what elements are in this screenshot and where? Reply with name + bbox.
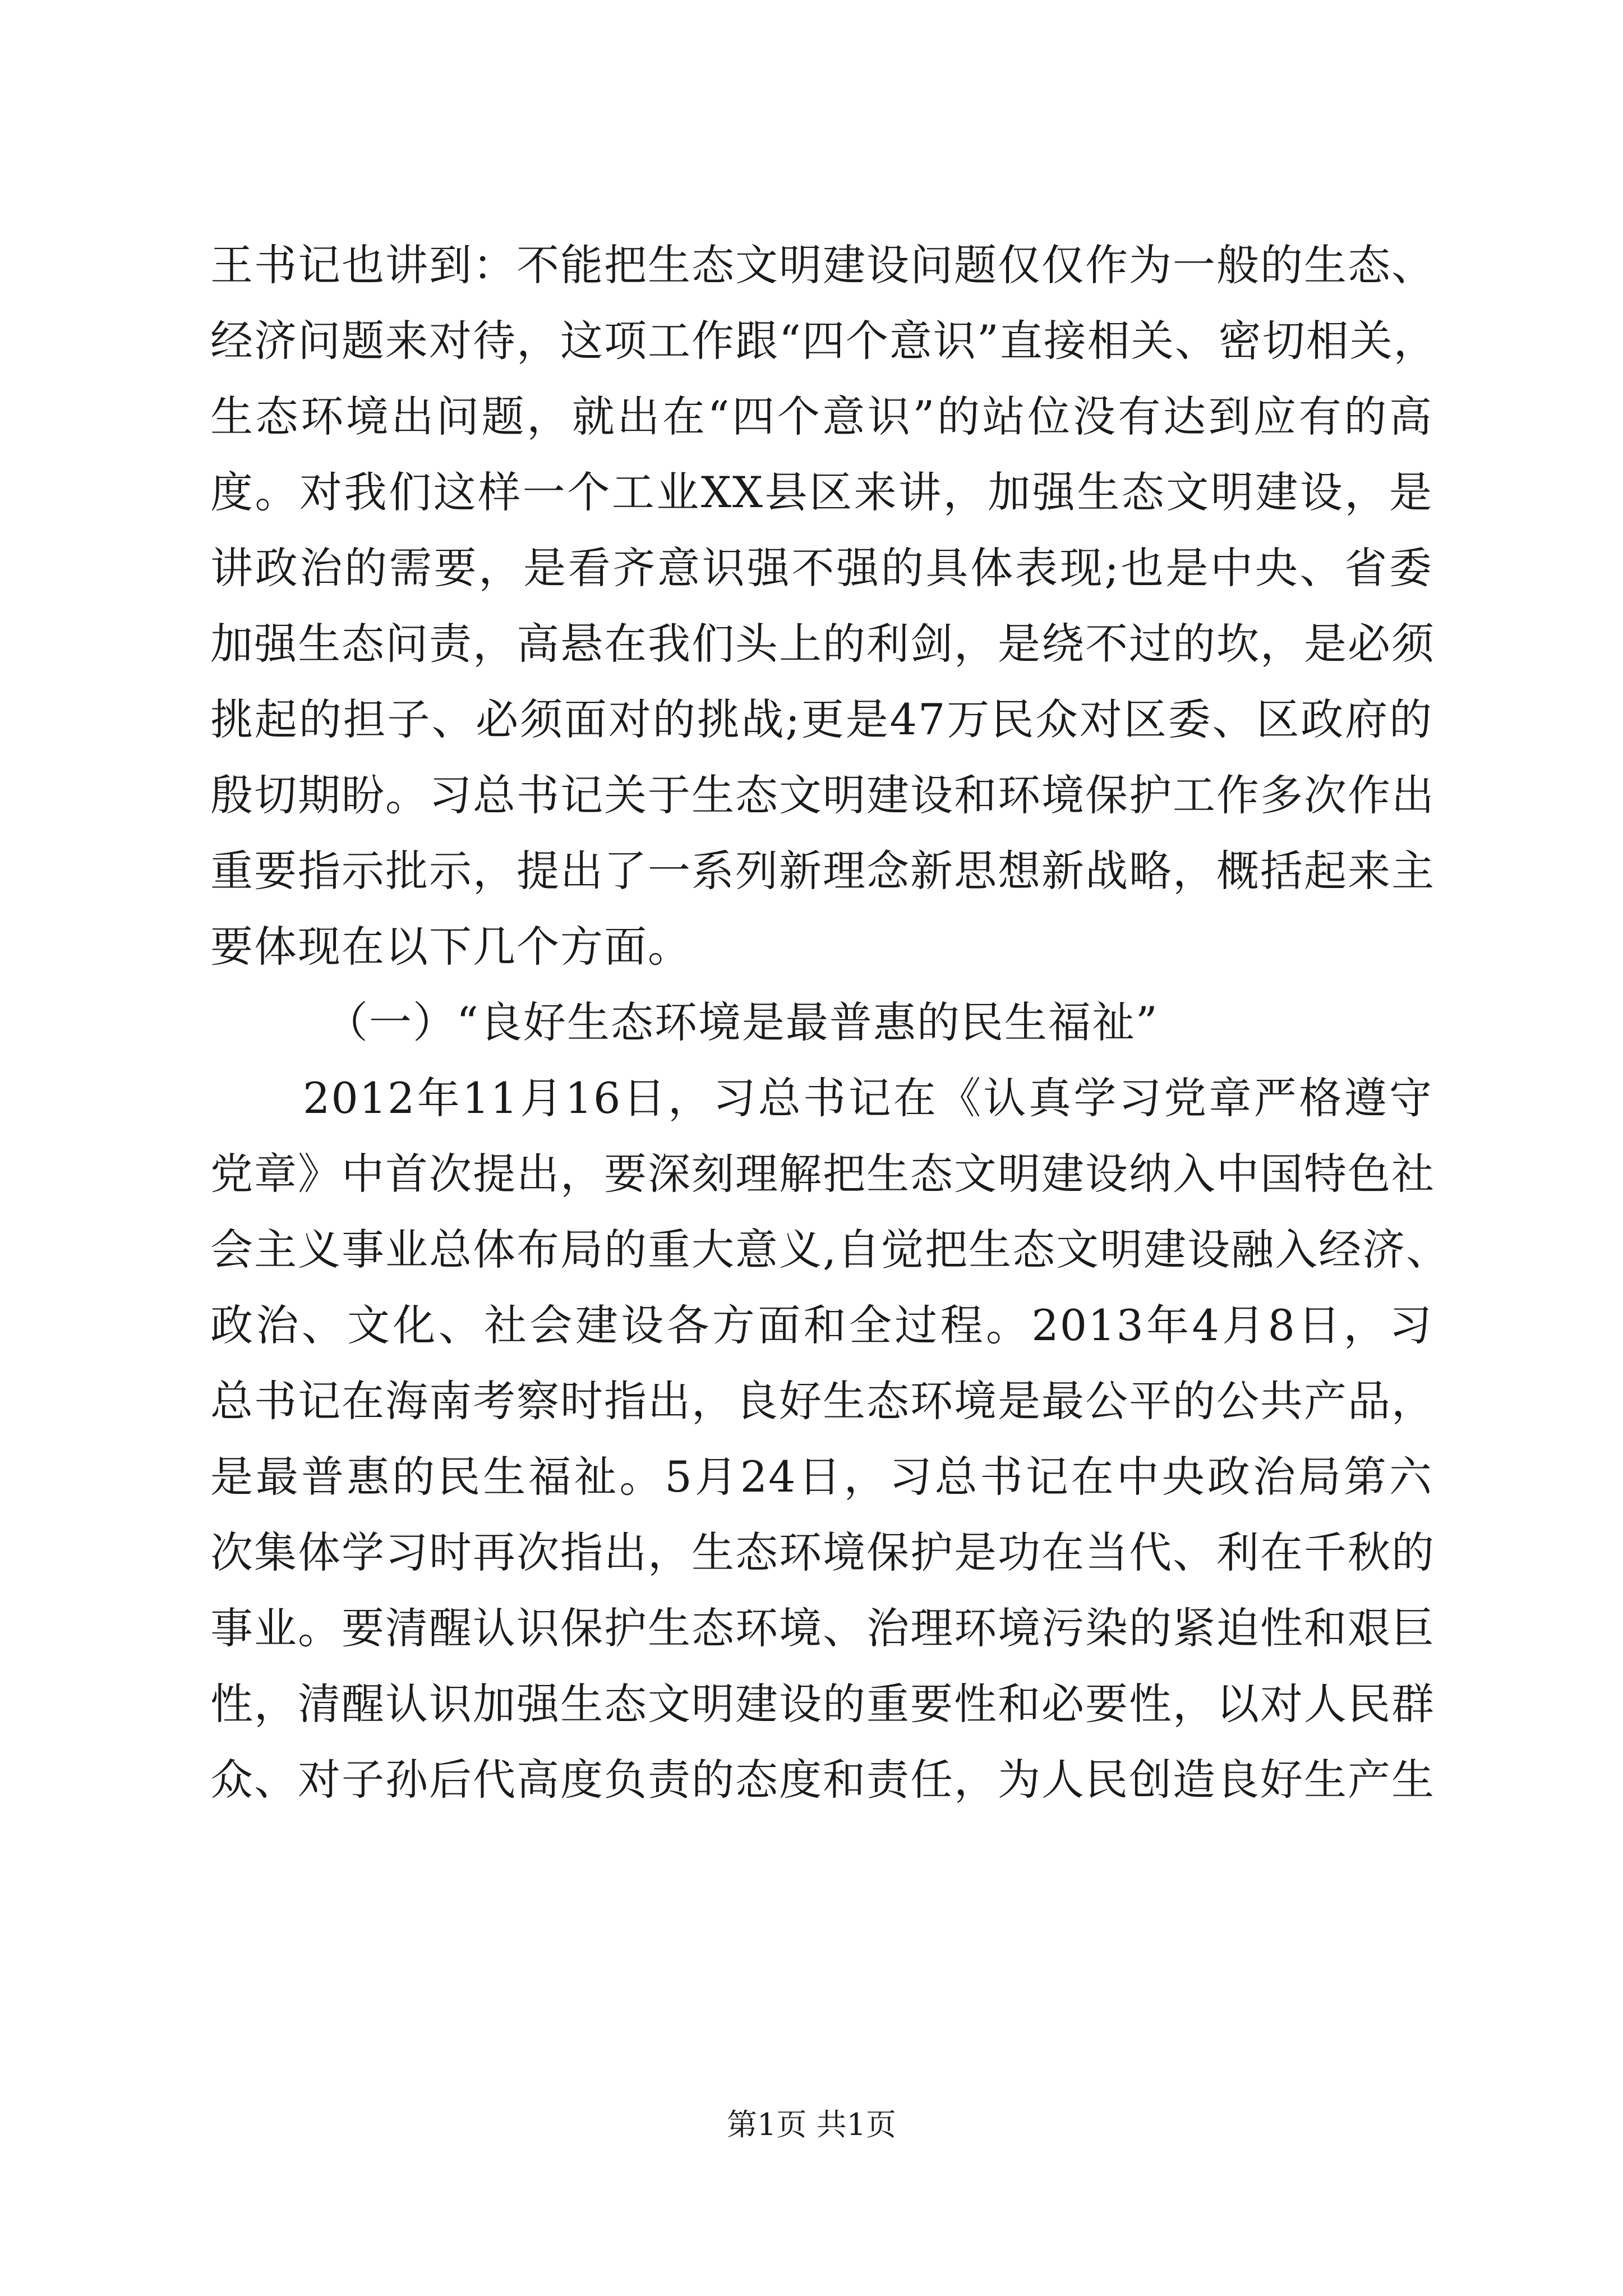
document-body	[210, 227, 1450, 1818]
text-line: 总书记在海南考察时指出，良好生态环境是最公平的公共产品，	[210, 1376, 1435, 1426]
text-line: 挑起的担子、必须面对的挑战;更是47万民众对区委、区政府的	[210, 694, 1433, 744]
text-line: 讲政治的需要，是看齐意识强不强的具体表现;也是中央、省委	[210, 543, 1433, 593]
text-line: 加强生态问责，高悬在我们头上的利剑，是绕不过的坎，是必须	[210, 619, 1435, 669]
text-line: 生态环境出问题，就出在“四个意识”的站位没有达到应有的高	[210, 392, 1433, 441]
text-line: 要体现在以下几个方面。	[210, 922, 691, 972]
text-line: 政治、文化、社会建设各方面和全过程。2013年4月8日，习	[210, 1300, 1433, 1350]
text-line: 党章》中首次提出，要深刻理解把生态文明建设纳入中国特色社	[210, 1149, 1435, 1199]
text-line: 经济问题来对待，这项工作跟“四个意识”直接相关、密切相关，	[210, 316, 1437, 366]
text-line: 会主义事业总体布局的重大意义,自觉把生态文明建设融入经济、	[210, 1225, 1450, 1274]
text-line: 重要指示批示，提出了一系列新理念新思想新战略，概括起来主	[210, 846, 1435, 896]
text-line: 度。对我们这样一个工业XX县区来讲，加强生态文明建设，是	[210, 467, 1433, 517]
text-line: 王书记也讲到：不能把生态文明建设问题仅仅作为一般的生态、	[210, 240, 1435, 290]
page-footer: 第1页 共1页	[727, 2107, 896, 2142]
text-line: 是最普惠的民生福祉。5月24日，习总书记在中央政治局第六	[210, 1452, 1433, 1502]
text-line: 性，清醒认识加强生态文明建设的重要性和必要性，以对人民群	[210, 1679, 1435, 1729]
text-line: 殷切期盼。习总书记关于生态文明建设和环境保护工作多次作出	[210, 770, 1435, 820]
text-line: 众、对子孙后代高度负责的态度和责任，为人民创造良好生产生	[210, 1755, 1435, 1805]
text-line: 2012年11月16日，习总书记在《认真学习党章严格遵守	[303, 1073, 1433, 1123]
section-heading: （一）“良好生态环境是最普惠的民生福祉”	[325, 997, 1159, 1047]
text-line: 事业。要清醒认识保护生态环境、治理环境污染的紧迫性和艰巨	[210, 1603, 1435, 1653]
text-line: 次集体学习时再次指出，生态环境保护是功在当代、利在千秋的	[210, 1527, 1435, 1577]
